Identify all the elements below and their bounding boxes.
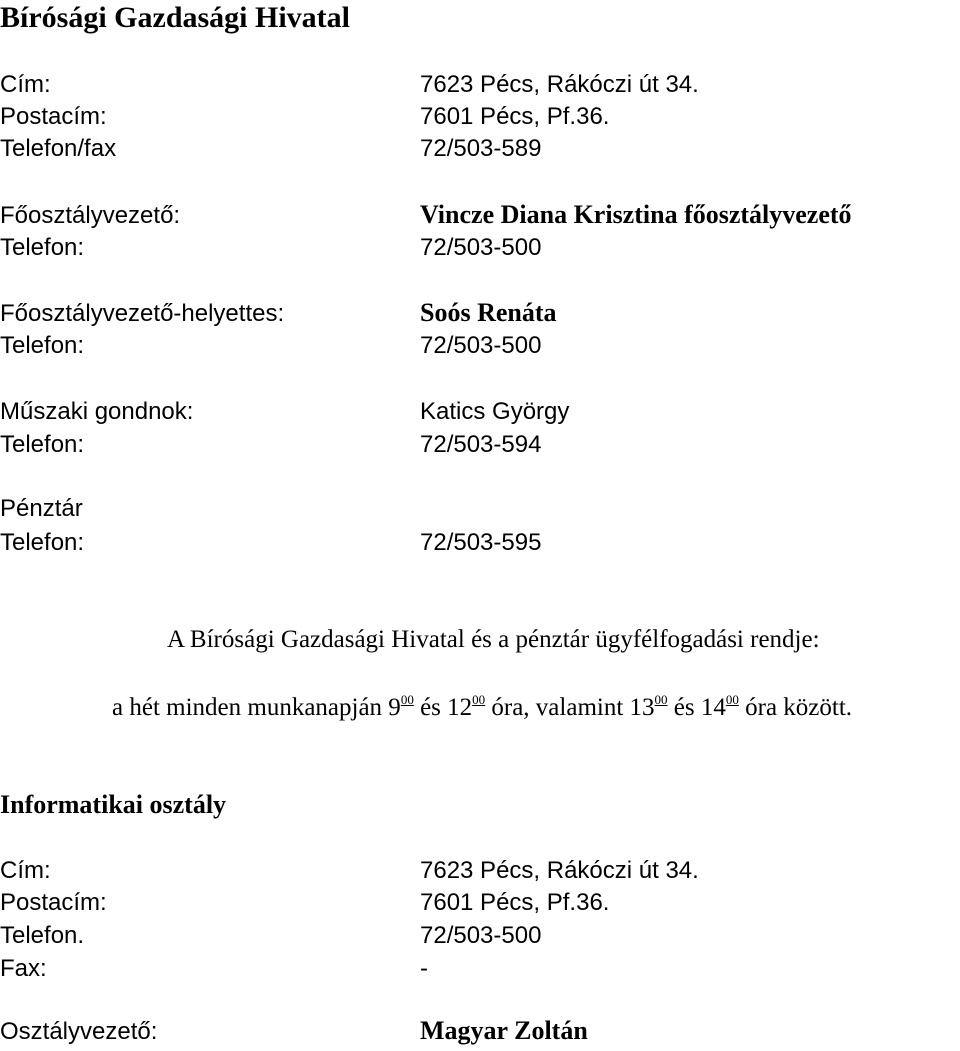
info-fax-label: Fax: [0,955,47,982]
penztar-label: Pénztár [0,495,83,522]
helyettes-label: Főosztályvezető-helyettes: [0,300,285,327]
cim-label: Cím: [0,71,51,98]
postacim-label: Postacím: [0,103,107,130]
gondnok-tel-label: Telefon: [0,431,85,458]
hours-part-5: óra között. [738,694,853,721]
telefax-label: Telefon/fax [0,135,117,162]
hours-sup-2: 00 [472,692,486,707]
hours-part-2: és 12 [413,694,473,721]
info-vezeto-label: Osztályvezető: [0,1018,158,1045]
foosztalyvezeto-label: Főosztályvezető: [0,202,181,229]
gondnok-name: Katics György [420,398,570,425]
penztar-tel-label: Telefon: [0,529,85,556]
info-telefon-label: Telefon. [0,922,85,949]
hours-part-4: és 14 [667,694,726,721]
hours-part-3: óra, valamint 13 [485,694,655,721]
helyettes-name: Soós Renáta [420,298,557,327]
penztar-tel-value: 72/503-595 [420,529,542,556]
helyettes-tel-label: Telefon: [0,332,85,359]
info-cim-label: Cím: [0,857,51,884]
foosztalyvezeto-tel-value: 72/503-500 [420,234,542,261]
telefax-value: 72/503-589 [420,135,542,162]
info-postacim-label: Postacím: [0,889,107,916]
hours-sup-1: 00 [400,692,414,707]
ugyfelfogadas-hours [112,692,853,721]
helyettes-tel-value: 72/503-500 [420,332,542,359]
ugyfelfogadas-heading: A Bírósági Gazdasági Hivatal és a pénztár ügyfélfogadási rendje: [167,626,820,653]
info-fax-value: - [420,955,428,982]
gondnok-label: Műszaki gondnok: [0,398,194,425]
foosztalyvezeto-name: Vincze Diana Krisztina főosztályvezető [420,200,852,229]
hours-part-1: a hét minden munkanapján 9 [112,694,401,721]
informatika-title: Informatikai osztály [0,790,227,819]
postacim-value: 7601 Pécs, Pf.36. [420,103,610,130]
info-cim-value: 7623 Pécs, Rákóczi út 34. [420,857,699,884]
hours-sup-3: 00 [654,692,668,707]
hours-sup-4: 00 [725,692,739,707]
info-postacim-value: 7601 Pécs, Pf.36. [420,889,610,916]
page-title: Bírósági Gazdasági Hivatal [0,1,351,34]
info-telefon-value: 72/503-500 [420,922,542,949]
cim-value: 7623 Pécs, Rákóczi út 34. [420,71,699,98]
gondnok-tel-value: 72/503-594 [420,431,542,458]
info-vezeto-name: Magyar Zoltán [420,1016,588,1045]
foosztalyvezeto-tel-label: Telefon: [0,234,85,261]
